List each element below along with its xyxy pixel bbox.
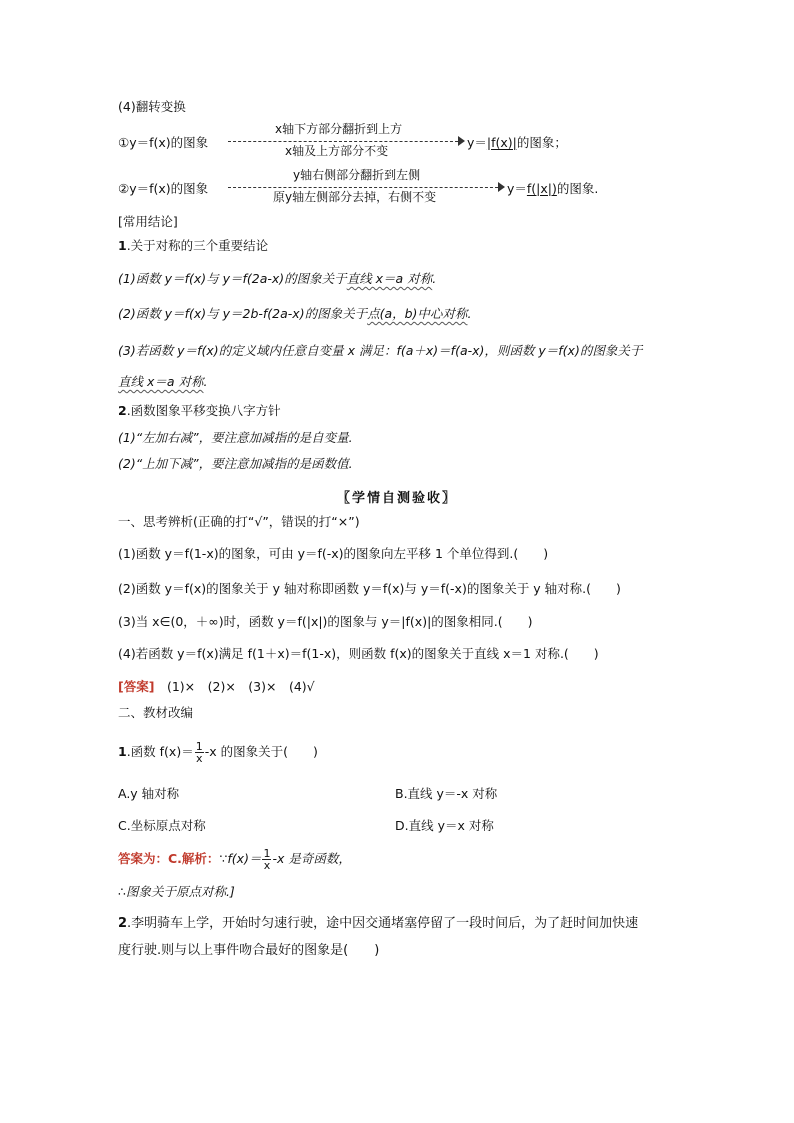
textbook-question-1: 1.函数 f(x)＝ $\frac{1}{x}$ -x 的图象关于( ) xyxy=(118,740,318,765)
transform-result: y＝f(|x|)的图象. xyxy=(507,181,599,196)
judge-question-4: (4)若函数 y＝f(x)满足 f(1＋x)＝f(1-x)，则函数 f(x)的图象关于直线 x＝1 对称.( ) xyxy=(118,646,599,661)
fraction: $\frac{1}{x}$ xyxy=(263,847,271,872)
transform-result: y＝|f(x)|的图象； xyxy=(467,135,567,150)
answer-explanation-cont: ∴图象关于原点对称.] xyxy=(118,884,235,899)
part1-title: 一、思考辨析(正确的打“√”，错误的打“×”) xyxy=(118,514,360,529)
option-a: A.y 轴对称 xyxy=(118,786,180,801)
answer-explanation: 答案为：C.解析：∵f(x)＝ $\frac{1}{x}$ -x 是奇函数， xyxy=(118,847,351,872)
translation-item-1: (1)“左加右减”，要注意加减指的是自变量. xyxy=(118,430,353,445)
flip-transform-y xyxy=(118,166,638,208)
symmetry-item-2: (2)函数 y＝f(x)与 y＝2b-f(2a-x)的图象关于点(a，b)中心对称. xyxy=(118,306,472,321)
symmetry-title: 1.关于对称的三个重要结论 xyxy=(118,238,269,253)
arrow-head-icon xyxy=(458,136,465,146)
transform-source: ②y＝f(x)的图象 xyxy=(118,181,209,196)
translation-item-2: (2)“上加下减”，要注意加减指的是函数值. xyxy=(118,456,353,471)
transform-condition-bottom: x轴及上方部分不变 xyxy=(285,144,389,158)
option-b: B.直线 y＝-x 对称 xyxy=(395,786,498,801)
judge-question-2: (2)函数 y＝f(x)的图象关于 y 轴对称即函数 y＝f(x)与 y＝f(-x)的图象关于 y 轴对称.( ) xyxy=(118,581,621,596)
dashed-arrow-line xyxy=(228,187,498,188)
judge-answers: [答案] (1)× (2)× (3)× (4)√ xyxy=(118,679,315,694)
option-c: C.坐标原点对称 xyxy=(118,818,206,833)
judge-question-1: (1)函数 y＝f(1-x)的图象，可由 y＝f(-x)的图象向左平移 1 个单位得到.( ) xyxy=(118,546,549,561)
section-title: 〖学情自测验收〗 xyxy=(336,491,457,506)
judge-question-3: (3)当 x∈(0，＋∞)时，函数 y＝f(|x|)的图象与 y＝|f(x)|的图象相同.( ) xyxy=(118,614,533,629)
transform-condition-bottom: 原y轴左侧部分去掉，右侧不变 xyxy=(273,190,437,204)
textbook-question-2: 2.李明骑车上学，开始时匀速行驶，途中因交通堵塞停留了一段时间后，为了赶时间加快速 xyxy=(118,916,639,931)
symmetry-item-3-cont: 直线 x＝a 对称. xyxy=(118,374,208,389)
symmetry-item-1: (1)函数 y＝f(x)与 y＝f(2a-x)的图象关于直线 x＝a 对称. xyxy=(118,271,437,286)
translation-title: 2.函数图象平移变换八字方针 xyxy=(118,403,281,418)
fraction: $\frac{1}{x}$ xyxy=(195,740,203,765)
option-d: D.直线 y＝x 对称 xyxy=(395,818,494,833)
transform-condition-top: x轴下方部分翻折到上方 xyxy=(275,122,403,136)
dashed-arrow-line xyxy=(228,141,458,142)
transform-condition-top: y轴右侧部分翻折到左侧 xyxy=(293,168,421,182)
part2-title: 二、教材改编 xyxy=(118,705,194,720)
transform-source: ①y＝f(x)的图象 xyxy=(118,135,209,150)
flip-heading: (4)翻转变换 xyxy=(118,99,186,114)
arrow-head-icon xyxy=(498,182,505,192)
textbook-question-2-cont: 度行驶.则与以上事件吻合最好的图象是( ) xyxy=(118,943,380,958)
flip-transform-x xyxy=(118,120,598,162)
symmetry-item-3: (3)若函数 y＝f(x)的定义域内任意自变量 x 满足：f(a＋x)＝f(a-x)，则函数 y＝f(x)的图象关于 xyxy=(118,343,643,358)
common-conclusions-label: [常用结论] xyxy=(118,214,178,229)
